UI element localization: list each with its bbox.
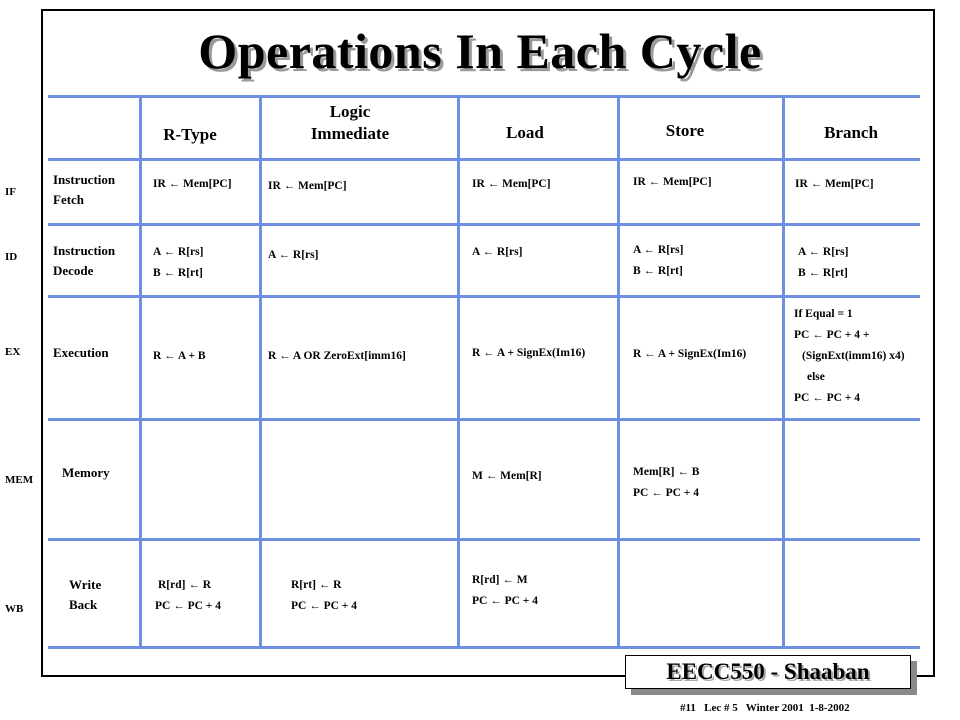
cell-line: If Equal = 1 xyxy=(794,308,853,320)
cell-line: IR ← Mem[PC] xyxy=(633,176,712,188)
row-label-memory: Memory xyxy=(62,465,110,480)
grid-line-top xyxy=(48,95,920,98)
cell-line: IR ← Mem[PC] xyxy=(268,180,347,192)
cell-id-store xyxy=(633,240,683,282)
cell-line: PC ← PC + 4 xyxy=(155,600,221,612)
grid-line-h3 xyxy=(48,295,920,298)
cell-line: M ← Mem[R] xyxy=(472,470,542,482)
stage-label-mem: MEM xyxy=(5,474,34,486)
cell-line: PC ← PC + 4 xyxy=(794,392,860,404)
cell-line: B ← R[rt] xyxy=(798,267,848,279)
grid-line-h4 xyxy=(48,418,920,421)
cell-line: A ← R[rs] xyxy=(268,249,319,261)
course-badge: EECC550 - Shaaban xyxy=(625,655,911,689)
slide-title: Operations In Each Cycle xyxy=(198,23,762,79)
grid-line-v1 xyxy=(139,95,142,648)
cell-line: R ← A + SignEx(Im16) xyxy=(633,348,747,360)
cell-line: IR ← Mem[PC] xyxy=(795,178,874,190)
cell-line: R[rt] ← R xyxy=(291,579,342,591)
cell-mem-load xyxy=(472,466,542,487)
grid-line-v3 xyxy=(457,95,460,648)
cell-line: B ← R[rt] xyxy=(633,265,683,277)
grid-line-h5 xyxy=(48,538,920,541)
cell-ex-load xyxy=(472,343,585,364)
cell-id-load xyxy=(472,242,522,263)
grid-line-h1 xyxy=(48,158,920,161)
cell-if-branch xyxy=(795,174,874,195)
cell-line: Mem[R] ← B xyxy=(633,466,700,478)
row-label-execution: Execution xyxy=(53,345,109,360)
cell-ex-branch xyxy=(794,304,905,409)
cell-line: A ← R[rs] xyxy=(153,246,204,258)
stage-label-wb: WB xyxy=(5,603,24,615)
cell-if-logic xyxy=(268,176,347,197)
cell-if-store xyxy=(633,172,712,193)
grid-line-v2 xyxy=(259,95,262,648)
cell-ex-rtype xyxy=(153,346,206,367)
grid-line-h2 xyxy=(48,223,920,226)
cell-line: R ← A + SignEx(Im16) xyxy=(472,347,586,359)
grid-line-v5 xyxy=(782,95,785,648)
cell-wb-rtype xyxy=(155,575,221,617)
cell-line: (SignExt(imm16) x4) xyxy=(802,350,905,362)
row-label-write-back: Write Back xyxy=(69,577,102,612)
cell-line: R ← A OR ZeroExt[imm16] xyxy=(268,350,406,362)
cell-line: PC ← PC + 4 xyxy=(291,600,357,612)
column-header-load: Load xyxy=(506,123,544,142)
cell-ex-store xyxy=(633,344,746,365)
column-header-logic-immediate: Logic Immediate xyxy=(310,102,390,143)
column-header-store: Store xyxy=(665,121,705,140)
grid-line-v4 xyxy=(617,95,620,648)
cell-line: A ← R[rs] xyxy=(633,244,684,256)
row-label-instruction-decode: Instruction Decode xyxy=(53,243,116,278)
cell-mem-store xyxy=(633,462,699,504)
cell-line: PC ← PC + 4 xyxy=(472,595,538,607)
cell-line: IR ← Mem[PC] xyxy=(153,178,232,190)
stage-label-ex: EX xyxy=(5,346,21,358)
column-header-branch: Branch xyxy=(824,123,878,142)
slide-footer: #11 Lec # 5 Winter 2001 1-8-2002 xyxy=(680,702,850,714)
cell-line: R[rd] ← M xyxy=(472,574,528,586)
cell-if-rtype xyxy=(153,174,232,195)
column-header-r-type: R-Type xyxy=(163,125,217,144)
cell-line: PC ← PC + 4 + xyxy=(794,329,870,341)
cell-line: else xyxy=(807,371,825,383)
row-label-instruction-fetch: Instruction Fetch xyxy=(53,172,116,207)
cell-line: PC ← PC + 4 xyxy=(633,487,699,499)
stage-label-if: IF xyxy=(5,186,16,198)
cell-line: R ← A + B xyxy=(153,350,206,362)
cell-if-load xyxy=(472,174,551,195)
cell-wb-logic xyxy=(291,575,357,617)
cell-ex-logic xyxy=(268,346,406,367)
cell-line: A ← R[rs] xyxy=(472,246,523,258)
grid-line-bottom xyxy=(48,646,920,649)
cell-wb-load xyxy=(472,570,538,612)
cell-line: A ← R[rs] xyxy=(798,246,849,258)
cell-id-rtype xyxy=(153,242,203,284)
cell-id-branch xyxy=(798,242,848,284)
stage-label-id: ID xyxy=(5,251,18,263)
cell-line: B ← R[rt] xyxy=(153,267,203,279)
cell-line: R[rd] ← R xyxy=(158,579,212,591)
cell-line: IR ← Mem[PC] xyxy=(472,178,551,190)
cell-id-logic xyxy=(268,245,318,266)
